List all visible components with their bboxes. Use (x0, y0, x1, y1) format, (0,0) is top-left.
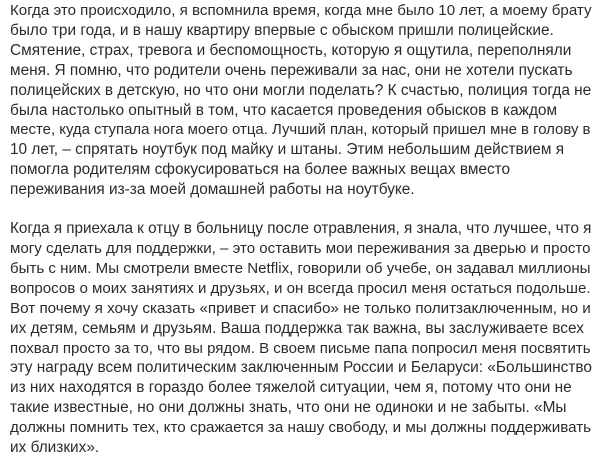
text-line: переживания из-за моей домашней работы на ноутбуке. (10, 181, 415, 199)
text-line: из них находятся в гораздо более тяжелой ситуации, чем я, потому что они не (10, 379, 572, 397)
text-line: 10 лет, – спрятать ноутбук под майку и штаны. Этим небольшим действием я (10, 141, 565, 159)
text-line: похвал просто за то, что вы рядом. В своем письме папа попросил меня посвятить (10, 339, 591, 357)
paragraph-2 (10, 219, 594, 458)
text-line: месте, куда ступала нога моего отца. Лучший план, который пришел мне в голову в (10, 121, 591, 139)
text-line: эту награду всем политическим заключенным России и Беларуси: «Большинство (10, 359, 592, 377)
text-line: полицейских в детскую, но что они могли поделать? К счастью, полиция тогда не (10, 81, 592, 99)
text-line: такие известные, но они должны знать, что они не одиноки и не забыты. «Мы (10, 399, 567, 417)
article-body (10, 1, 594, 458)
text-line: была настолько опытный в том, что касается проведения обысков в каждом (10, 101, 558, 119)
text-line: их близких». (10, 439, 100, 457)
text-line: вопросов о моих занятиях и друзьях, и он всегда просил меня остаться подольше. (10, 279, 591, 297)
text-line: было три года, и в нашу квартиру впервые с обыском пришли полицейские. (10, 21, 554, 39)
text-line: Когда я приехала к отцу в больницу после отравления, я знала, что лучшее, что я (10, 220, 592, 238)
text-line: должны помнить тех, кто сражается за нашу свободу, и мы должны поддерживать (10, 419, 592, 437)
paragraph-1 (10, 1, 594, 200)
text-line: Когда это происходило, я вспомнила время, когда мне было 10 лет, а моему брату (10, 2, 592, 19)
text-line: помогла родителям сфокусироваться на более важных вещах вместо (10, 161, 511, 179)
text-line: могу сделать для поддержки, – это оставить мои переживания за дверью и просто (10, 239, 591, 257)
text-line: Вот почему я хочу сказать «привет и спасибо» не только политзаключенным, но и (10, 299, 591, 317)
text-line: меня. Я помню, что родители очень переживали за нас, они не хотели пускать (10, 61, 573, 79)
text-line: быть с ним. Мы смотрели вместе Netflix, говорили об учебе, он задавал миллионы (10, 259, 591, 277)
text-line: Смятение, страх, тревога и беспомощность, которую я ощутила, переполняли (10, 41, 572, 59)
text-line: их детям, семьям и друзьям. Ваша поддержка так важна, вы заслуживаете всех (10, 319, 584, 337)
